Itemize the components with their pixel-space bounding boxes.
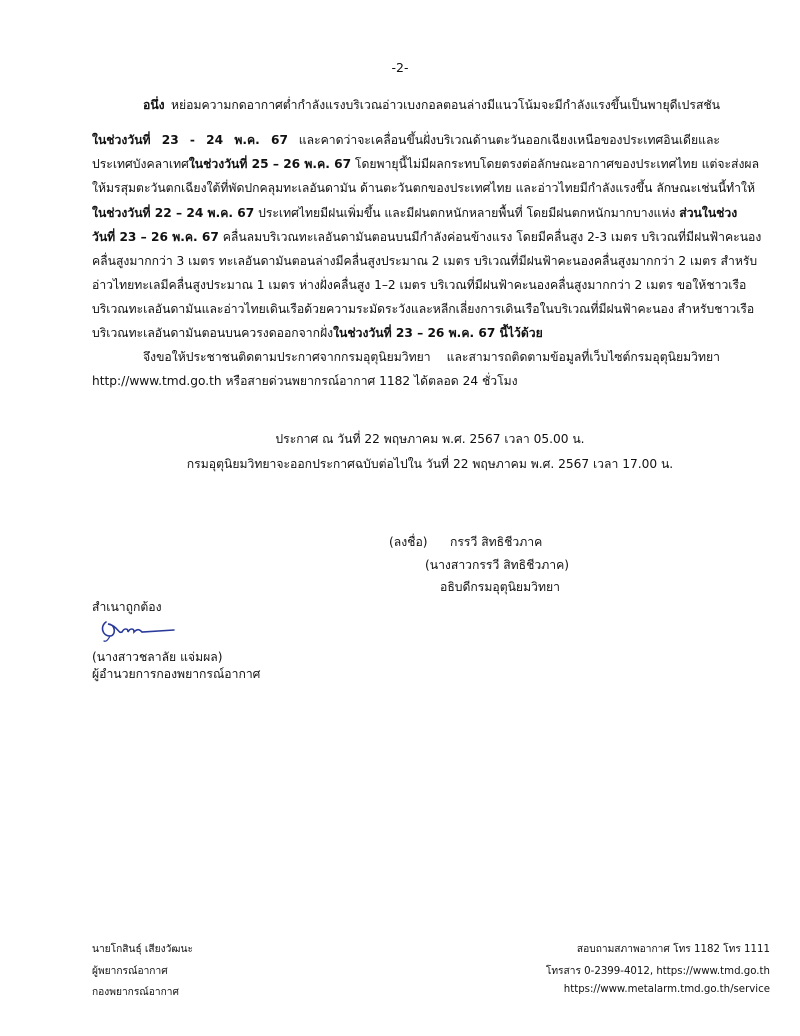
paragraph-line: http://www.tmd.go.th หรือสายด่วนพยากรณ์อากาศ 1182 ได้ตลอด 24 ชั่วโมง [92,374,518,388]
paragraph-line: อ่าวไทยทะเลมีคลื่นสูงประมาณ 1 เมตร ห่างฝั่งคลื่นสูง 1–2 เมตร บริเวณที่มีฝนฟ้าคะนองคลื่นสูงมากกว่า 2 เมตร ขอให้ชาวเรือ [92,278,747,292]
next-issue-date: กรมอุตุนิยมวิทยาจะออกประกาศฉบับต่อไปใน วันที่ 22 พฤษภาคม พ.ศ. 2567 เวลา 17.00 น. [186,457,674,471]
paragraph-line [92,129,720,151]
issued-date: ประกาศ ณ วันที่ 22 พฤษภาคม พ.ศ. 2567 เวลา 05.00 น. [275,432,585,446]
footer-forecaster-name: นายโกสินธุ์ เสียงวัฒนะ [92,944,193,955]
certified-name: (นางสาวชลาลัย แจ่มผล) [92,650,223,664]
paragraph-line: คลื่นสูงมากกว่า 3 เมตร ทะเลอันดามันตอนล่างมีคลื่นสูงประมาณ 2 เมตร บริเวณที่มีฝนฟ้าคะนองคลื่นสูงมากกว่า 2 เมตร สำหรับ [92,254,758,268]
footer-forecaster-title: ผู้พยากรณ์อากาศ [92,966,168,977]
signed-name: กรรวี สิทธิชีวภาค [450,535,543,549]
text: และคาดว่าจะเคลื่อนขึ้นฝั่งบริเวณด้านตะวันออกเฉียงเหนือของประเทศอินเดียและ [287,133,720,147]
paragraph-line [92,322,720,344]
text: ประเทศไทยมีฝนเพิ่มขึ้น และมีฝนตกหนักหลายพื้นที่ โดยมีฝนตกหนักมากบางแห่ง [254,206,680,220]
footer-division: กองพยากรณ์อากาศ [92,987,179,998]
handwritten-signature-icon [96,614,180,644]
footer-service-link[interactable]: https://www.metalarm.tmd.go.th/service [563,984,770,995]
bold-text: ส่วนในช่วง [679,206,738,220]
paragraph-line [92,153,760,175]
text: ประเทศบังคลาเทศ [92,157,189,171]
text: คลื่นลมบริเวณทะเลอันดามันตอนบนมีกำลังค่อนข้างแรง โดยมีคลื่นสูง 2-3 เมตร บริเวณที่มีฝนฟ้าคะนอง [218,230,762,244]
bold-text: ในช่วงวันที่ 22 – 24 พ.ค. 67 [92,206,255,220]
paragraph-line: จึงขอให้ประชาชนติดตามประกาศจากกรมอุตุนิยมวิทยา และสามารถติดตามข้อมูลที่เว็บไซต์กรมอุตุนิยมวิทยา [143,350,720,364]
bold-text: ในช่วงวันที่ 23 – 26 พ.ค. 67 นี้ไว้ด้วย [333,326,543,340]
signatory-full-name: (นางสาวกรรวี สิทธิชีวภาค) [425,558,570,572]
footer-fax-website: โทรสาร 0-2399-4012, https://www.tmd.go.th [545,966,770,977]
paragraph-line: บริเวณทะเลอันดามันและอ่าวไทยเดินเรือด้วยความระมัดระวังและหลีกเลี่ยงการเดินเรือในบริเวณที่มีฝนฟ้าคะนอง สำหรับชาวเรือ [92,302,755,316]
footer-hotline: สอบถามสภาพอากาศ โทร 1182 โทร 1111 [576,944,770,955]
signatory-position: อธิบดีกรมอุตุนิยมวิทยา [440,580,560,594]
text: บริเวณทะเลอันดามันตอนบนควรงดออกจากฝั่ง [92,326,334,340]
bold-text: ในช่วงวันที่ 25 – 26 พ.ค. 67 [188,157,352,171]
bold-text: วันที่ 23 – 26 พ.ค. 67 [92,230,219,244]
paragraph-line [143,94,720,116]
text: โดยพายุนี้ไม่มีผลกระทบโดยตรงต่อลักษณะอากาศของประเทศไทย แต่จะส่งผล [351,157,760,171]
paragraph-line: ให้มรสุมตะวันตกเฉียงใต้ที่พัดปกคลุมทะเลอันดามัน ด้านตะวันตกของประเทศไทย และอ่าวไทยมีกำลังแรงขึ้น ลักษณะเช่นนี้ทำให้ [92,181,756,195]
bold-text: ในช่วงวันที่ 23 - 24 พ.ค. 67 [92,133,288,147]
paragraph-line [92,226,762,248]
text: หย่อมความกดอากาศต่ำกำลังแรงบริเวณอ่าวเบงกอลตอนล่างมีแนวโน้มจะมีกำลังแรงขึ้นเป็นพายุดีเปรสชัน [164,98,720,112]
page-number: -2- [391,60,409,75]
certified-position: ผู้อำนวยการกองพยากรณ์อากาศ [92,667,261,681]
bold-text: อนึ่ง [143,98,165,112]
signed-label: (ลงชื่อ) [389,535,428,549]
certified-label: สำเนาถูกต้อง [92,600,162,614]
paragraph-line [92,202,738,224]
